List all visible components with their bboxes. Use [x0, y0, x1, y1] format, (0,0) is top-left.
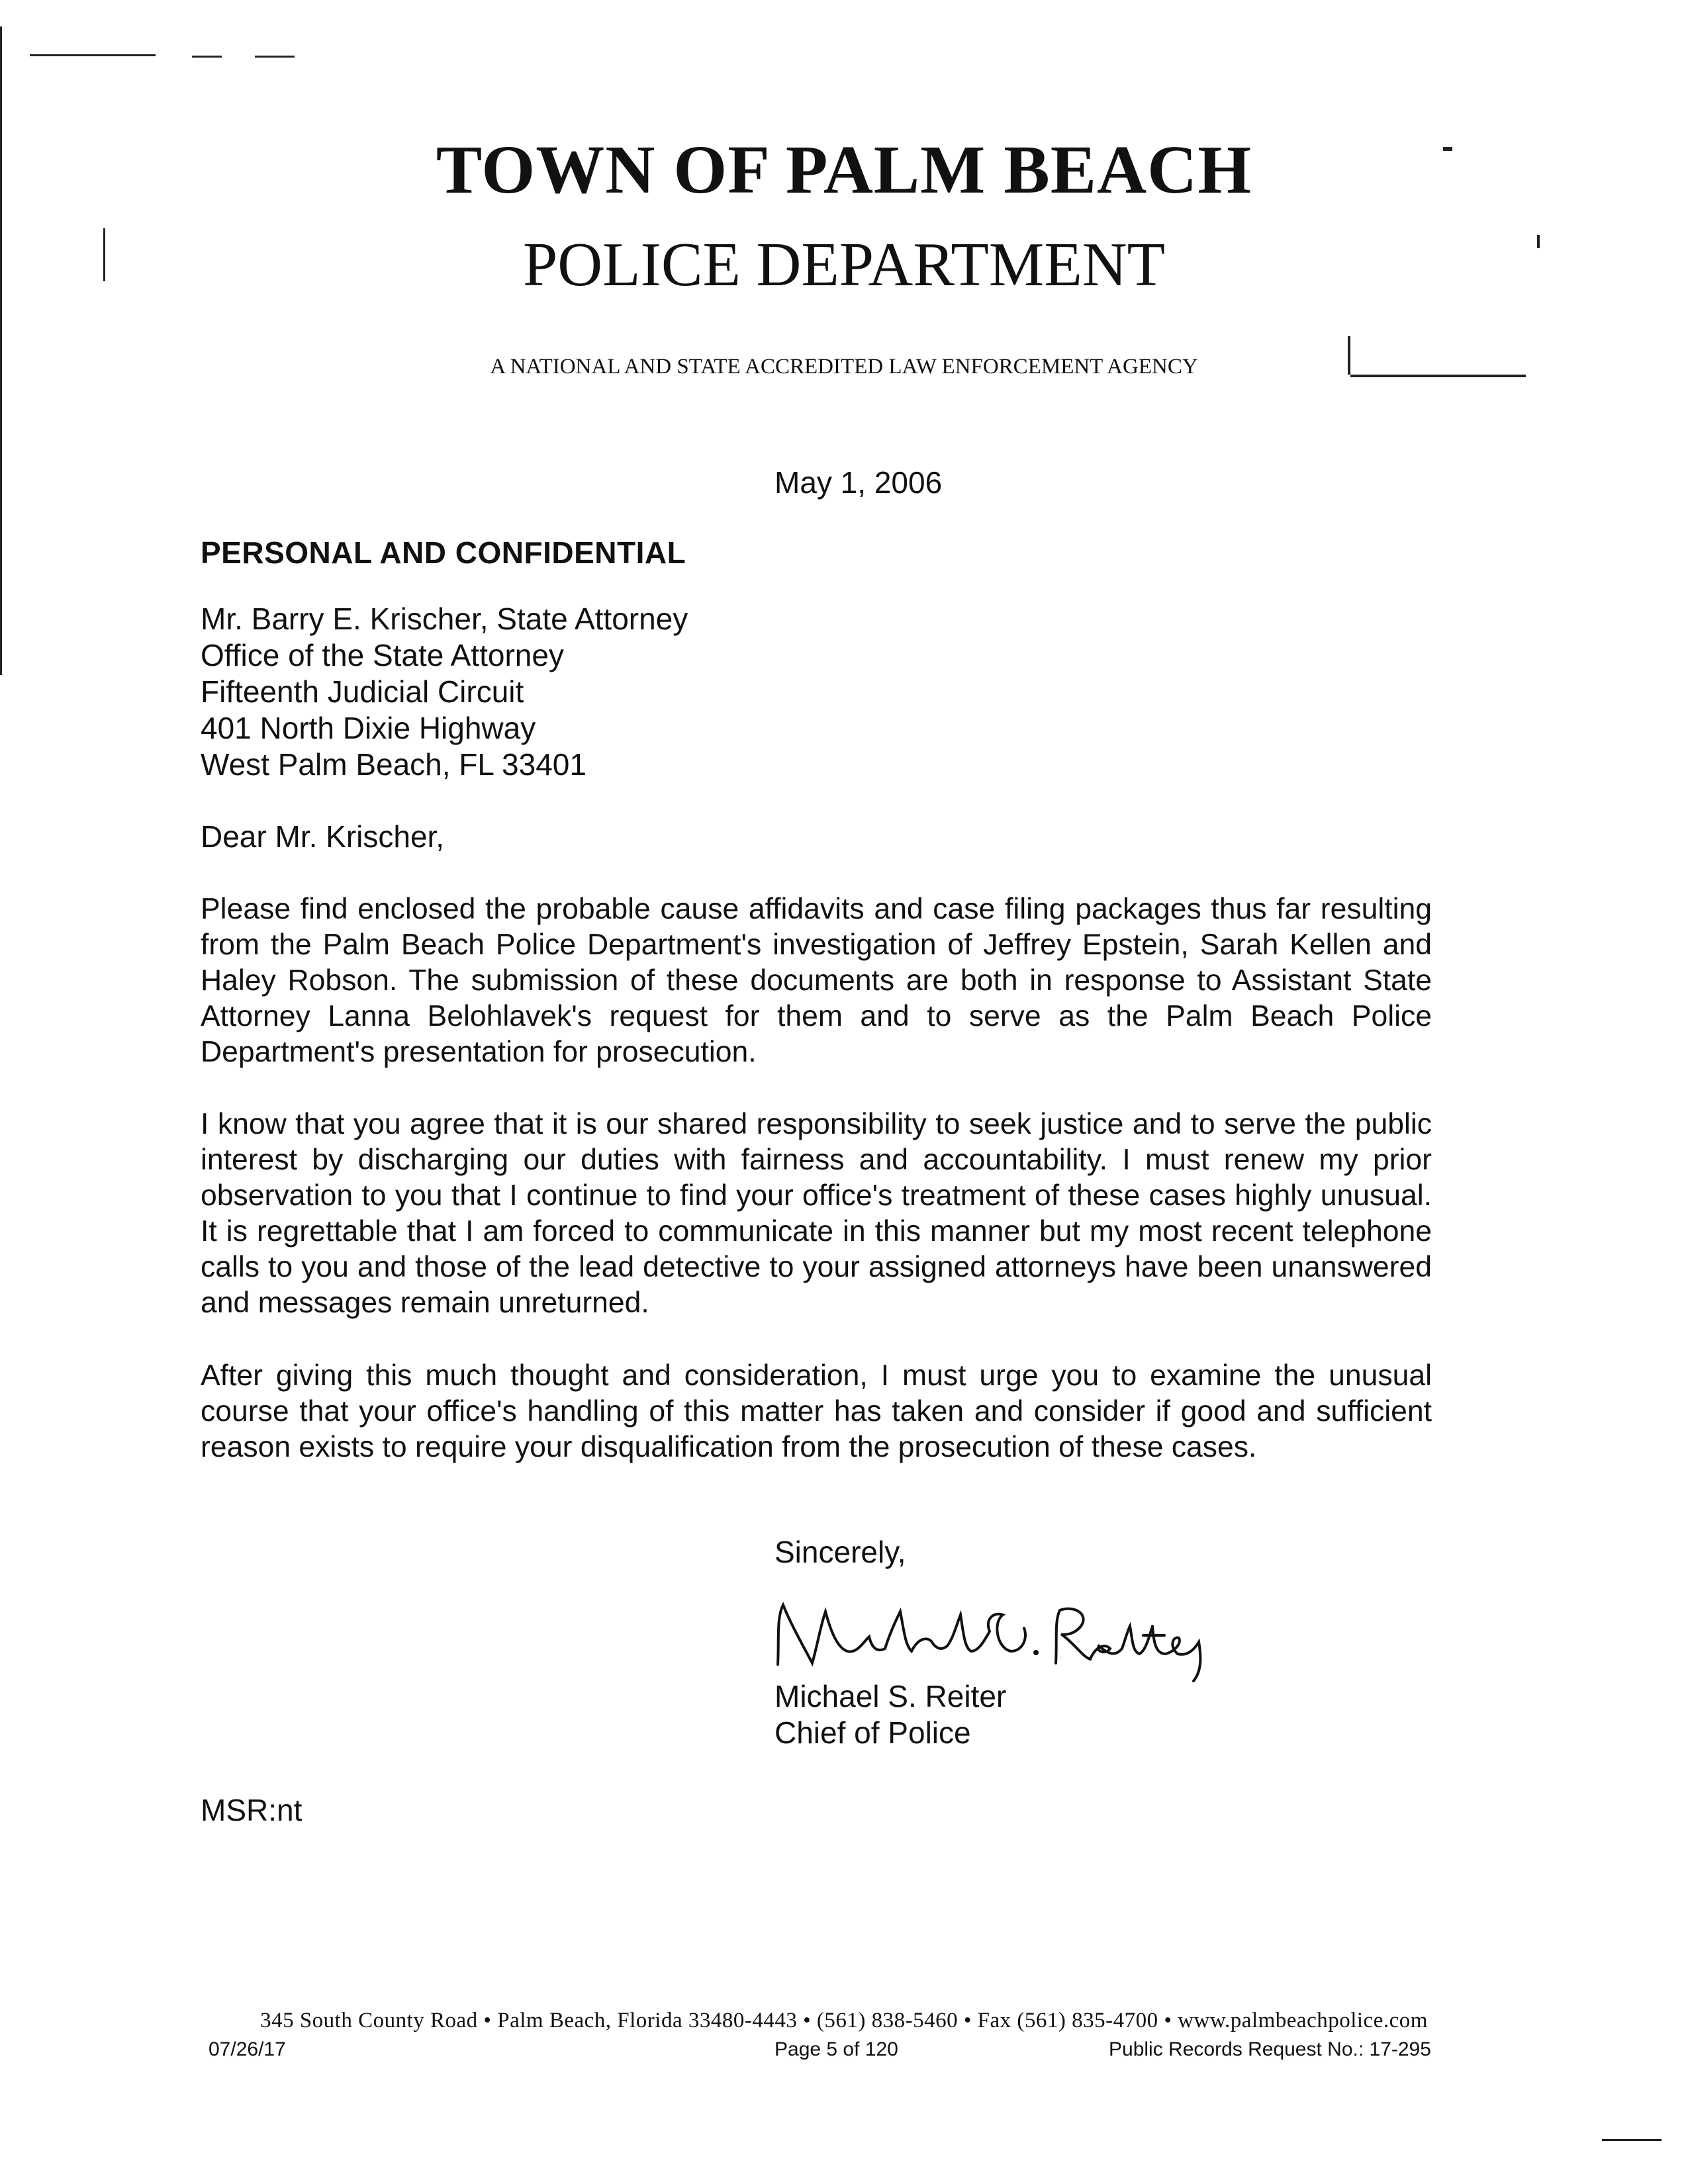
letterhead-subtitle: POLICE DEPARTMENT [522, 230, 1166, 299]
scan-artifact-left-edge [0, 26, 2, 675]
footer-page-number: Page 5 of 120 [774, 2038, 898, 2060]
scan-artifact-top-dash [192, 56, 222, 58]
body-paragraph: I know that you agree that it is our shared responsibility to seek justice and to serve the public interest by discharging our duties with fairness and accountability. I must renew my prior observation to you that I continue to find your office's treatment of these cases highly unusual. It is regrettable that I am forced to communicate in this manner but my most recent telephone calls to you and those of the lead detective to your assigned attorneys have been unanswered and messages remain unreturned. [201, 1108, 1432, 1319]
recipient-address [201, 601, 688, 783]
scan-artifact-top-dash [255, 56, 295, 58]
scan-artifact-bottom-dash [1602, 2139, 1662, 2141]
recipient-line: Office of the State Attorney [201, 638, 564, 672]
letter-date: May 1, 2006 [774, 465, 943, 500]
footer-records-request: Public Records Request No.: 17-295 [1109, 2038, 1431, 2060]
recipient-line: Mr. Barry E. Krischer, State Attorney [201, 602, 688, 636]
letterhead-tagline: A NATIONAL AND STATE ACCREDITED LAW ENFORCEMENT AGENCY [490, 355, 1198, 379]
footer-address: 345 South County Road • Palm Beach, Florida 33480-4443 • (561) 838-5460 • Fax (561) 835-4700 • www.palmbeachpolice.com [260, 2009, 1428, 2032]
closing: Sincerely, [774, 1535, 906, 1569]
signer-name: Michael S. Reiter [774, 1679, 1007, 1713]
signer-title: Chief of Police [774, 1715, 971, 1750]
recipient-line: Fifteenth Judicial Circuit [201, 674, 524, 709]
salutation: Dear Mr. Krischer, [201, 819, 445, 854]
confidential-heading: PERSONAL AND CONFIDENTIAL [201, 535, 686, 570]
recipient-line: 401 North Dixie Highway [201, 711, 536, 745]
handwritten-signature [765, 1585, 1228, 1684]
body-paragraph: After giving this much thought and consideration, I must urge you to examine the unusual course that your office's handling of this matter has taken and consider if good and sufficient reason exists to require your disqualification from the prosecution of these cases. [201, 1359, 1432, 1463]
recipient-line: West Palm Beach, FL 33401 [201, 747, 586, 782]
scan-artifact-top-dash [30, 54, 156, 56]
body-paragraph: Please find enclosed the probable cause affidavits and case filing packages thus far resulting from the Palm Beach Police Department's investigation of Jeffrey Epstein, Sarah Kellen and Haley Robson. The submission of these documents are both in response to Assistant State Attorney Lanna Belohlavek's request for them and to serve as the Palm Beach Police Department's presentation for prosecution. [201, 893, 1432, 1068]
letterhead-title: TOWN OF PALM BEACH [436, 132, 1252, 208]
footer-date: 07/26/17 [209, 2038, 286, 2060]
typist-initials: MSR:nt [201, 1793, 303, 1827]
